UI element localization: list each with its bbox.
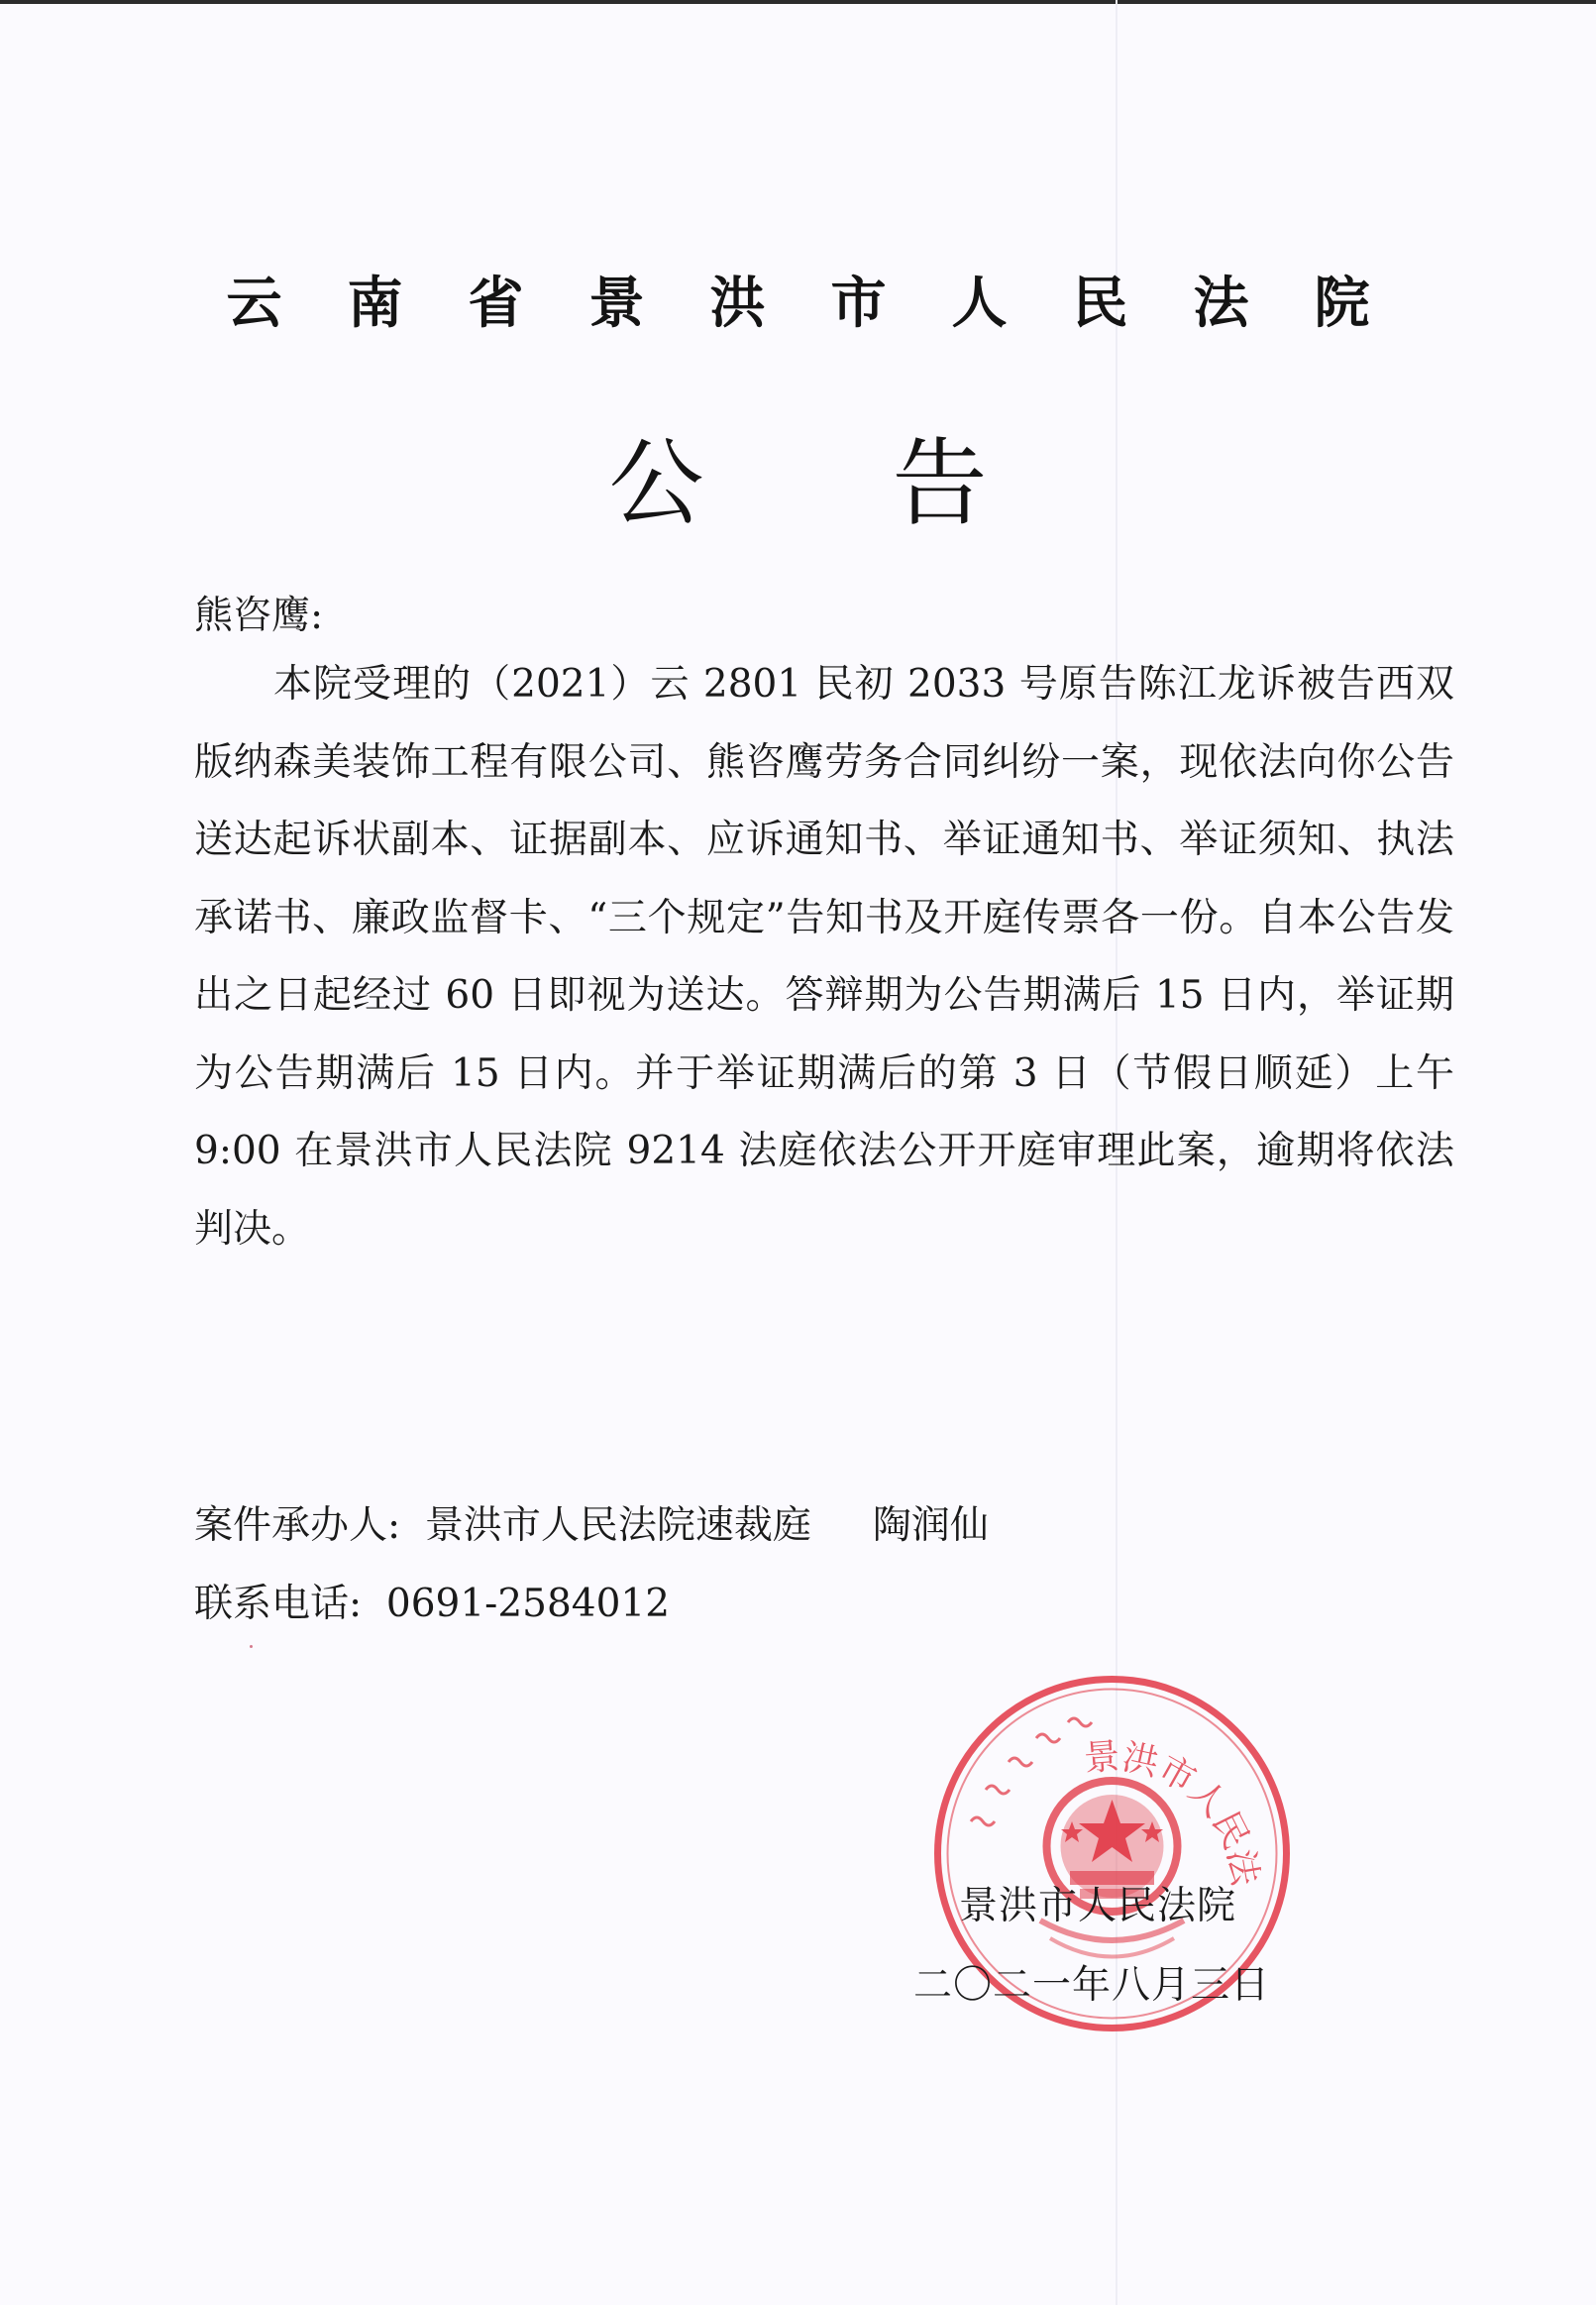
signing-date: 二〇二一年八月三日 [913,1963,1271,2008]
case-handler-line: 案件承办人: 景洪市人民法院速裁庭 陶润仙 [194,1503,989,1548]
document-title: 公告 [608,428,1176,539]
seal-arc-text: 景洪市人民法 [1082,1736,1266,1889]
signing-court: 景洪市人民法院 [959,1884,1237,1928]
scan-edge-line [0,0,1596,4]
contact-phone-line: 联系电话: 0691-2584012 [194,1582,671,1626]
scan-speck [250,1645,253,1648]
court-name-heading: 云南省景洪市人民法院 [226,272,1436,336]
addressee: 熊咨鹰: [194,594,324,638]
notice-body: 本院受理的（2021）云 2801 民初 2033 号原告陈江龙诉被告西双版纳森美装饰工程有限公司、熊咨鹰劳务合同纠纷一案，现依法向你公告送达起诉状副本、证据副本、应诉通知书、举证通知书、举证须知、执法承诺书、廉政监督卡、“三个规定”告知书及开庭传票各一份。自本公告发出之日起经过 60 日即视为送达。答辩期为公告期满后 15 日内，举证期为公告期满后 15 日内。并于举证期满后的第 3 日（节假日顺延）上午 9:00 在景洪市人民法院 9214 法庭依法公开开庭审理此案，逾期将依法判决。 [194,662,1454,1252]
